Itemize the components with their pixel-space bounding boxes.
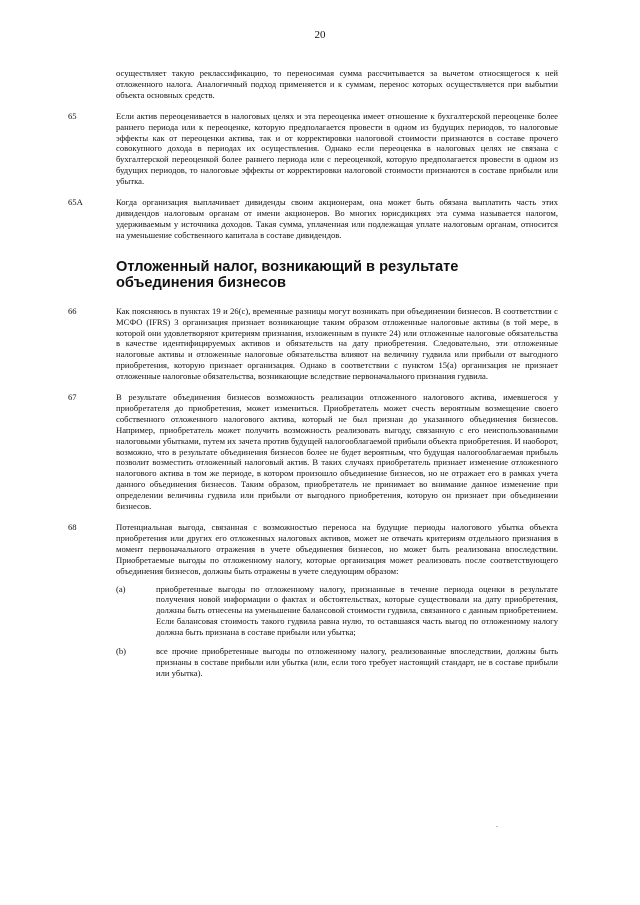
- subitem-a: [116, 584, 558, 639]
- subitem-label: (a): [116, 583, 126, 594]
- paragraph-text: Когда организация выплачивает дивиденды своим акционерам, она может быть обязана выплатить часть этих дивидендов налоговым органам от имени акционеров. Во многих юрисдикциях эта сумма называется налогом, удерживаемым у источника доходов. Такая сумма, уплаченная или подлежащая уплате налоговым органам, относится на уменьшение собственного капитала в составе дивидендов.: [116, 197, 558, 240]
- subitem-b: [116, 646, 558, 679]
- paragraph-text: Если актив переоценивается в налоговых целях и эта переоценка имеет отношение к бухгалтерской переоценке более раннего периода или к переоценке, которую предполагается провести в одном из будущих периодов, то налоговые эффекты как от переоценки актива, так и от корректировки налоговой стоимости признаются в составе прочего совокупного дохода в периодах их осуществления. Однако если переоценка в налоговых целях не связана с бухгалтерской переоценкой более раннего периода или с переоценкой, которую предполагается провести в одном из будущих периодов, то налоговые эффекты от корректировки налоговой стоимости признаются в составе прибыли или убытка.: [116, 110, 558, 187]
- page-number: 20: [314, 29, 326, 41]
- paragraph-number: 66: [68, 305, 77, 316]
- section-heading: Отложенный налог, возникающий в результате объединения бизнесов: [116, 258, 459, 292]
- paragraph-number: 68: [68, 522, 77, 532]
- paragraph-text: Потенциальная выгода, связанная с возможностью переноса на будущие периоды налогового убытка объекта приобретения или других его отложенных налоговых активов, может не отвечать критериям отдельного признания в момент первоначального отражения в учете объединения бизнесов, но может быть реализована впоследствии. Приобретаемые выгоды по отложенному налогу, которые организация может реализовать после соответствующего объединения бизнесов, должны быть отражены в учете следующим образом:: [116, 522, 558, 576]
- paragraph-68: [68, 522, 558, 679]
- paragraph-66: [68, 306, 558, 382]
- subitem-text: все прочие приобретенные выгоды по отложенному налогу, реализованные впоследствии, должны быть признаны в составе прибыли или убытка (или, если того требует настоящий стандарт, не в составе прибыли или убытка).: [156, 646, 558, 678]
- paragraph-number: 65: [68, 110, 77, 121]
- subitem-text: приобретенные выгоды по отложенному налогу, признанные в течение периода оценки в результате получения новой информации о фактах и обстоятельствах, которые существовали на дату приобретения, должны быть отнесены на уменьшение балансовой стоимости гудвила, связанного с данным приобретением. Если балансовая стоимость такого гудвила равна нулю, то оставшаяся часть выгод по отложенному налогу должна быть признана в составе прибыли или убытка;: [156, 583, 558, 638]
- subitem-label: (b): [116, 646, 127, 657]
- paragraph-number: 67: [68, 392, 77, 403]
- paragraph-65: [68, 111, 558, 187]
- paragraph-number: 65A: [68, 197, 83, 208]
- paragraph-text: Как поясняюсь в пунктах 19 и 26(c), временные разницы могут возникать при объединении бизнесов. В соответствии с МСФО (IFRS) 3 организация признает возникающие таким образом отложенные налоговые активы (в той мере, в которой они удовлетворяют критериям признания, изложенным в пункте 24) или отложенные налоговые обязательства в качестве идентифицируемых активов и обязательств на дату приобретения. Следовательно, эти отложенные налоговые активы и отложенные налоговые обязательства влияют на величину гудвила или прибыли от выгодного приобретения, которую признает организация. Однако в соответствии с пунктом 15(a) организация не признает отложенные налоговые обязательства, возникающие вследствие первоначального признания гудвила.: [116, 305, 558, 382]
- paragraph-67: [68, 392, 558, 512]
- document-body: [68, 68, 558, 689]
- intro-paragraph: осуществляет такую реклассификацию, то переносимая сумма рассчитывается за вычетом относящегося к ней отложенного налога. Аналогичный подход применяется и к суммам, перенос которых осуществляется при выбытии объекта основных средств.: [116, 68, 558, 100]
- scan-speck: [496, 826, 498, 827]
- paragraph-text: В результате объединения бизнесов возможность реализации отложенного налогового актива, имевшегося у приобретателя до приобретения, может измениться. Приобретатель может счесть вероятным возмещение своего собственного отложенного налогового актива, который не был признан до указанного объединения бизнесов. Например, приобретатель может получить возможность реализовать выгоду, связанную с его неиспользованными налоговыми убытками, путем их зачета против будущей налогооблагаемой прибыли объекта приобретения. И наоборот, возможно, что в результате объединения бизнесов более не будет вероятным, что будущая налогооблагаемая прибыль позволит возместить отложенный налоговый актив. В таких случаях приобретатель признает изменение отложенного налогового актива в том же периоде, в котором произошло объединение бизнесов, но не отражает его в рамках учета данного объединения бизнесов. Таким образом, приобретатель не принимает во внимание данное изменение при определении величины гудвила или прибыли от выгодного приобретения, которую он признает при объединении бизнесов.: [116, 392, 558, 512]
- paragraph-65a: [68, 197, 558, 241]
